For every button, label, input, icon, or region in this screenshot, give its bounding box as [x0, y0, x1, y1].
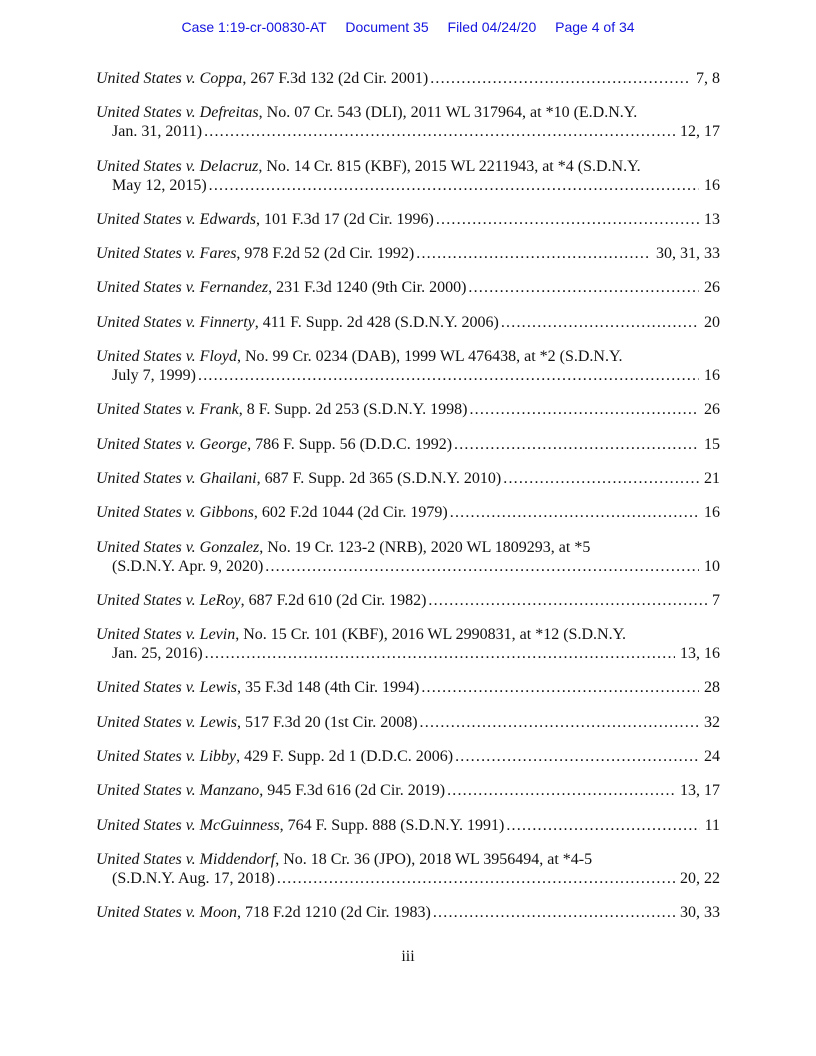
dot-leader [469, 400, 699, 419]
dot-leader [205, 644, 675, 663]
case-name: United States v. Fernandez [96, 279, 269, 297]
case-name: United States v. Libby [96, 748, 237, 766]
case-name: United States v. Lewis [96, 679, 238, 697]
citation-line [96, 157, 641, 176]
citation-text: , 411 F. Supp. 2d 428 (S.D.N.Y. 2006) [254, 313, 499, 331]
case-name: United States v. Lewis [96, 713, 238, 731]
citation-line [96, 625, 626, 644]
page-numbers: 10 [704, 557, 720, 575]
citation-text: , 267 F.3d 132 (2d Cir. 2001) [242, 70, 429, 87]
citation-line [96, 747, 453, 766]
toa-entry-line1 [96, 313, 720, 332]
toa-entry-line1 [96, 903, 720, 922]
dot-leader [447, 781, 675, 800]
toa-entry-line1 [96, 157, 720, 176]
citation-text: , No. 18 Cr. 36 (JPO), 2018 WL 3956494, at *4-5 [275, 850, 593, 868]
toa-entry-line2 [96, 557, 720, 576]
toa-entry-line1 [96, 469, 720, 488]
dot-leader [450, 503, 699, 522]
citation-continuation: Jan. 25, 2016) [112, 645, 203, 663]
case-name: United States v. Frank [96, 401, 239, 419]
case-name: United States v. Edwards [96, 210, 256, 228]
case-name: United States v. Gibbons [96, 504, 254, 522]
citation-text: , 945 F.3d 616 (2d Cir. 2019) [259, 782, 446, 800]
citation-line [96, 469, 501, 488]
toa-entry-line1 [96, 538, 720, 557]
citation-line [96, 816, 504, 835]
citation-text: , 764 F. Supp. 888 (S.D.N.Y. 1991) [279, 816, 505, 834]
toa-entry [96, 400, 720, 419]
toa-entry [96, 313, 720, 332]
citation-line [96, 713, 418, 732]
case-header-stamp [0, 19, 816, 36]
page-numbers: 13, 16 [680, 645, 720, 663]
citation-line [96, 503, 448, 522]
case-name: United States v. Ghailani [96, 469, 257, 487]
citation-line [96, 850, 592, 869]
citation-text: , 687 F. Supp. 2d 365 (S.D.N.Y. 2010) [256, 469, 502, 487]
page-numbers: 21 [704, 469, 720, 487]
toa-entry-line2 [96, 644, 720, 663]
toa-entry-line1 [96, 244, 720, 263]
page-numbers: 13, 17 [680, 782, 720, 800]
citation-continuation: Jan. 31, 2011) [112, 123, 203, 141]
citation-text: , No. 14 Cr. 815 (KBF), 2015 WL 2211943, at *4 (S.D.N.Y. [258, 157, 641, 175]
dot-leader [433, 903, 675, 922]
toa-entry [96, 538, 720, 576]
toa-entry [96, 678, 720, 697]
stamp-document-number: Document 35 [345, 19, 429, 35]
case-name: United States v. George [96, 435, 248, 453]
dot-leader [501, 313, 699, 332]
page-numbers: 7 [712, 591, 720, 609]
page-numbers: 16 [704, 504, 720, 522]
citation-line [96, 103, 637, 122]
case-name: United States v. Levin [96, 626, 236, 644]
toa-entry-line1 [96, 400, 720, 419]
dot-leader [428, 591, 707, 610]
case-name: United States v. Defreitas [96, 104, 259, 122]
toa-entry-line1 [96, 503, 720, 522]
dot-leader [468, 278, 699, 297]
citation-line [96, 400, 467, 419]
case-name: United States v. Coppa [96, 70, 243, 87]
citation-line [96, 435, 452, 454]
page-numbers: 16 [704, 176, 720, 194]
toa-entry-line1 [96, 781, 720, 800]
toa-entry [96, 347, 720, 385]
toa-entry-line1 [96, 347, 720, 366]
page-numbers: 12, 17 [680, 123, 720, 141]
toa-entry [96, 747, 720, 766]
page-numbers: 20, 22 [680, 869, 720, 887]
citation-text: , 602 F.2d 1044 (2d Cir. 1979) [253, 504, 448, 522]
dot-leader [265, 557, 699, 576]
toa-entry [96, 591, 720, 610]
toa-entry-line1 [96, 278, 720, 297]
citation-text: , No. 15 Cr. 101 (KBF), 2016 WL 2990831, at *12 (S.D.N.Y. [235, 626, 627, 644]
toa-entry [96, 210, 720, 229]
stamp-page-info: Page 4 of 34 [555, 19, 635, 35]
citation-line [96, 903, 431, 922]
citation-line [96, 678, 419, 697]
citation-text: , 786 F. Supp. 56 (D.D.C. 1992) [247, 435, 453, 453]
citation-line [96, 538, 590, 557]
toa-entry-line2 [96, 176, 720, 195]
page-numbers: 15 [704, 435, 720, 453]
citation-text: , No. 07 Cr. 543 (DLI), 2011 WL 317964, at *10 (E.D.N.Y. [258, 104, 638, 122]
citation-text: , 687 F.2d 610 (2d Cir. 1982) [240, 591, 427, 609]
case-name: United States v. Fares [96, 245, 237, 263]
citation-text: , 231 F.3d 1240 (9th Cir. 2000) [268, 279, 467, 297]
page-numbers: 32 [704, 713, 720, 731]
toa-entry-line1 [96, 210, 720, 229]
toa-entry-line1 [96, 625, 720, 644]
citation-line [96, 313, 499, 332]
page-numbers: 26 [704, 401, 720, 419]
page-numbers: 30, 33 [680, 904, 720, 922]
toa-entry [96, 713, 720, 732]
toa-entry [96, 625, 720, 663]
citation-continuation: July 7, 1999) [112, 367, 196, 385]
case-name: United States v. Moon [96, 904, 238, 922]
toa-entry-line2 [96, 122, 720, 141]
citation-continuation: May 12, 2015) [112, 176, 207, 194]
toa-entry [96, 278, 720, 297]
dot-leader [506, 816, 699, 835]
dot-leader [204, 122, 675, 141]
toa-entry [96, 469, 720, 488]
toa-entry [96, 816, 720, 835]
toa-entry-line1 [96, 69, 720, 88]
citation-text: , 101 F.3d 17 (2d Cir. 1996) [255, 210, 434, 228]
citation-text: , No. 19 Cr. 123-2 (NRB), 2020 WL 1809293, at *5 [259, 538, 591, 556]
dot-leader [198, 366, 699, 385]
stamp-filed-date: Filed 04/24/20 [447, 19, 537, 35]
citation-line [96, 781, 445, 800]
citation-line [96, 69, 428, 88]
dot-leader [503, 469, 699, 488]
case-name: United States v. Finnerty [96, 313, 255, 331]
toa-entry [96, 69, 720, 88]
case-name: United States v. Manzano [96, 782, 260, 800]
dot-leader [421, 678, 699, 697]
page-numbers: 24 [704, 748, 720, 766]
toa-entry-line1 [96, 678, 720, 697]
page-numbers: 30, 31, 33 [656, 245, 720, 263]
citation-text: , 718 F.2d 1210 (2d Cir. 1983) [237, 904, 431, 922]
dot-leader [420, 713, 699, 732]
citation-line [96, 278, 466, 297]
toa-entry [96, 850, 720, 888]
citation-text: , No. 99 Cr. 0234 (DAB), 1999 WL 476438, at *2 (S.D.N.Y. [237, 348, 623, 366]
citation-continuation: (S.D.N.Y. Apr. 9, 2020) [112, 557, 264, 575]
page-numbers: 7, 8 [696, 70, 720, 87]
dot-leader [454, 435, 699, 454]
citation-text: , 429 F. Supp. 2d 1 (D.D.C. 2006) [236, 748, 454, 766]
page-numbers: 16 [704, 367, 720, 385]
toa-entry-line1 [96, 816, 720, 835]
toa-entry-line1 [96, 591, 720, 610]
citation-continuation: (S.D.N.Y. Aug. 17, 2018) [112, 869, 275, 887]
toa-entry-line1 [96, 747, 720, 766]
case-name: United States v. LeRoy [96, 591, 241, 609]
case-name: United States v. Delacruz [96, 157, 259, 175]
citation-line [96, 347, 622, 366]
table-of-authorities-list [96, 69, 720, 938]
case-name: United States v. McGuinness [96, 816, 280, 834]
toa-entry-line1 [96, 850, 720, 869]
toa-entry [96, 435, 720, 454]
toa-entry [96, 503, 720, 522]
page-numbers: 13 [704, 210, 720, 228]
citation-line [96, 591, 426, 610]
citation-text: , 517 F.3d 20 (1st Cir. 2008) [237, 713, 418, 731]
dot-leader [277, 869, 675, 888]
toa-entry [96, 903, 720, 922]
toa-entry-line2 [96, 366, 720, 385]
case-name: United States v. Floyd [96, 348, 237, 366]
dot-leader [209, 176, 699, 195]
dot-leader [430, 69, 691, 88]
citation-text: , 978 F.2d 52 (2d Cir. 1992) [236, 245, 415, 263]
page-numbers: 26 [704, 279, 720, 297]
dot-leader [436, 210, 699, 229]
page-number-footer: iii [401, 948, 415, 965]
dot-leader [416, 244, 651, 263]
page-numbers: 11 [704, 816, 720, 834]
citation-text: , 35 F.3d 148 (4th Cir. 1994) [237, 679, 420, 697]
citation-line [96, 244, 414, 263]
page-numbers: 28 [704, 679, 720, 697]
toa-entry [96, 244, 720, 263]
toa-entry [96, 157, 720, 195]
toa-entry-line1 [96, 713, 720, 732]
case-name: United States v. Gonzalez [96, 538, 260, 556]
toa-entry-line1 [96, 103, 720, 122]
toa-entry-line1 [96, 435, 720, 454]
dot-leader [455, 747, 699, 766]
stamp-case-number: Case 1:19-cr-00830-AT [181, 19, 327, 35]
citation-line [96, 210, 434, 229]
case-name: United States v. Middendorf [96, 850, 276, 868]
citation-text: , 8 F. Supp. 2d 253 (S.D.N.Y. 1998) [238, 401, 468, 419]
page-numbers: 20 [704, 313, 720, 331]
toa-entry [96, 103, 720, 141]
toa-entry [96, 781, 720, 800]
toa-entry-line2 [96, 869, 720, 888]
